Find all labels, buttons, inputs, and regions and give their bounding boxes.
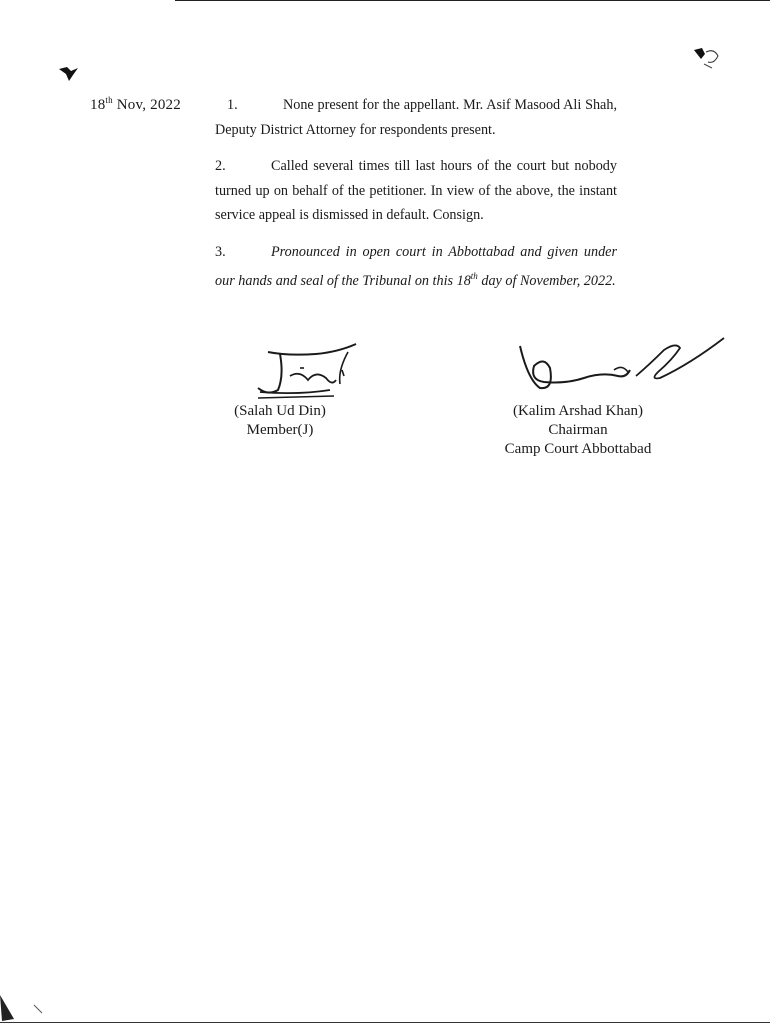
paragraph-number: 1. <box>227 97 238 113</box>
order-paragraph-3 <box>215 240 617 294</box>
date-day: 18 <box>90 97 106 113</box>
pronouncement-text <box>215 244 617 290</box>
signatory-right-title: Chairman <box>548 422 608 438</box>
signatory-right-location: Camp Court Abbottabad <box>504 441 652 457</box>
signatory-left-title: Member(J) <box>246 422 314 438</box>
scan-edge-bottom <box>0 1022 770 1023</box>
pronouncement-text-after: day of November, 2022. <box>477 273 616 289</box>
scan-edge-top <box>175 0 770 1</box>
signature-right <box>510 328 730 396</box>
order-date <box>90 95 181 114</box>
paragraph-text: None present for the appellant. Mr. Asif Masood Ali Shah, Deputy District Attorney for respondents present. <box>215 97 617 138</box>
pronouncement-text-before: Pronounced in open court in Abbottabad and given under our hands and seal of the Tribunal on this 18 <box>215 243 617 289</box>
order-paragraph-1 <box>215 93 617 142</box>
signatory-left <box>200 402 360 440</box>
order-body <box>215 93 617 306</box>
scan-speck-mark <box>0 985 80 1024</box>
date-suffix: th <box>105 95 113 105</box>
pronouncement-suffix: th <box>470 271 478 281</box>
signatory-right <box>480 402 676 459</box>
order-paragraph-2 <box>215 154 617 228</box>
scan-speck-mark <box>56 62 82 84</box>
signatory-left-name: (Salah Ud Din) <box>234 403 326 419</box>
paragraph-number: 2. <box>215 158 226 174</box>
signature-left <box>238 340 364 404</box>
date-month-year: Nov, 2022 <box>112 97 181 113</box>
paragraph-number: 3. <box>215 243 226 260</box>
signatory-right-name: (Kalim Arshad Khan) <box>513 403 643 419</box>
scan-speck-mark <box>690 44 724 74</box>
paragraph-text: Called several times till last hours of the court but nobody turned up on behalf of the petitioner. In view of the above, the instant service appeal is dismissed in default. Consign. <box>215 158 617 223</box>
